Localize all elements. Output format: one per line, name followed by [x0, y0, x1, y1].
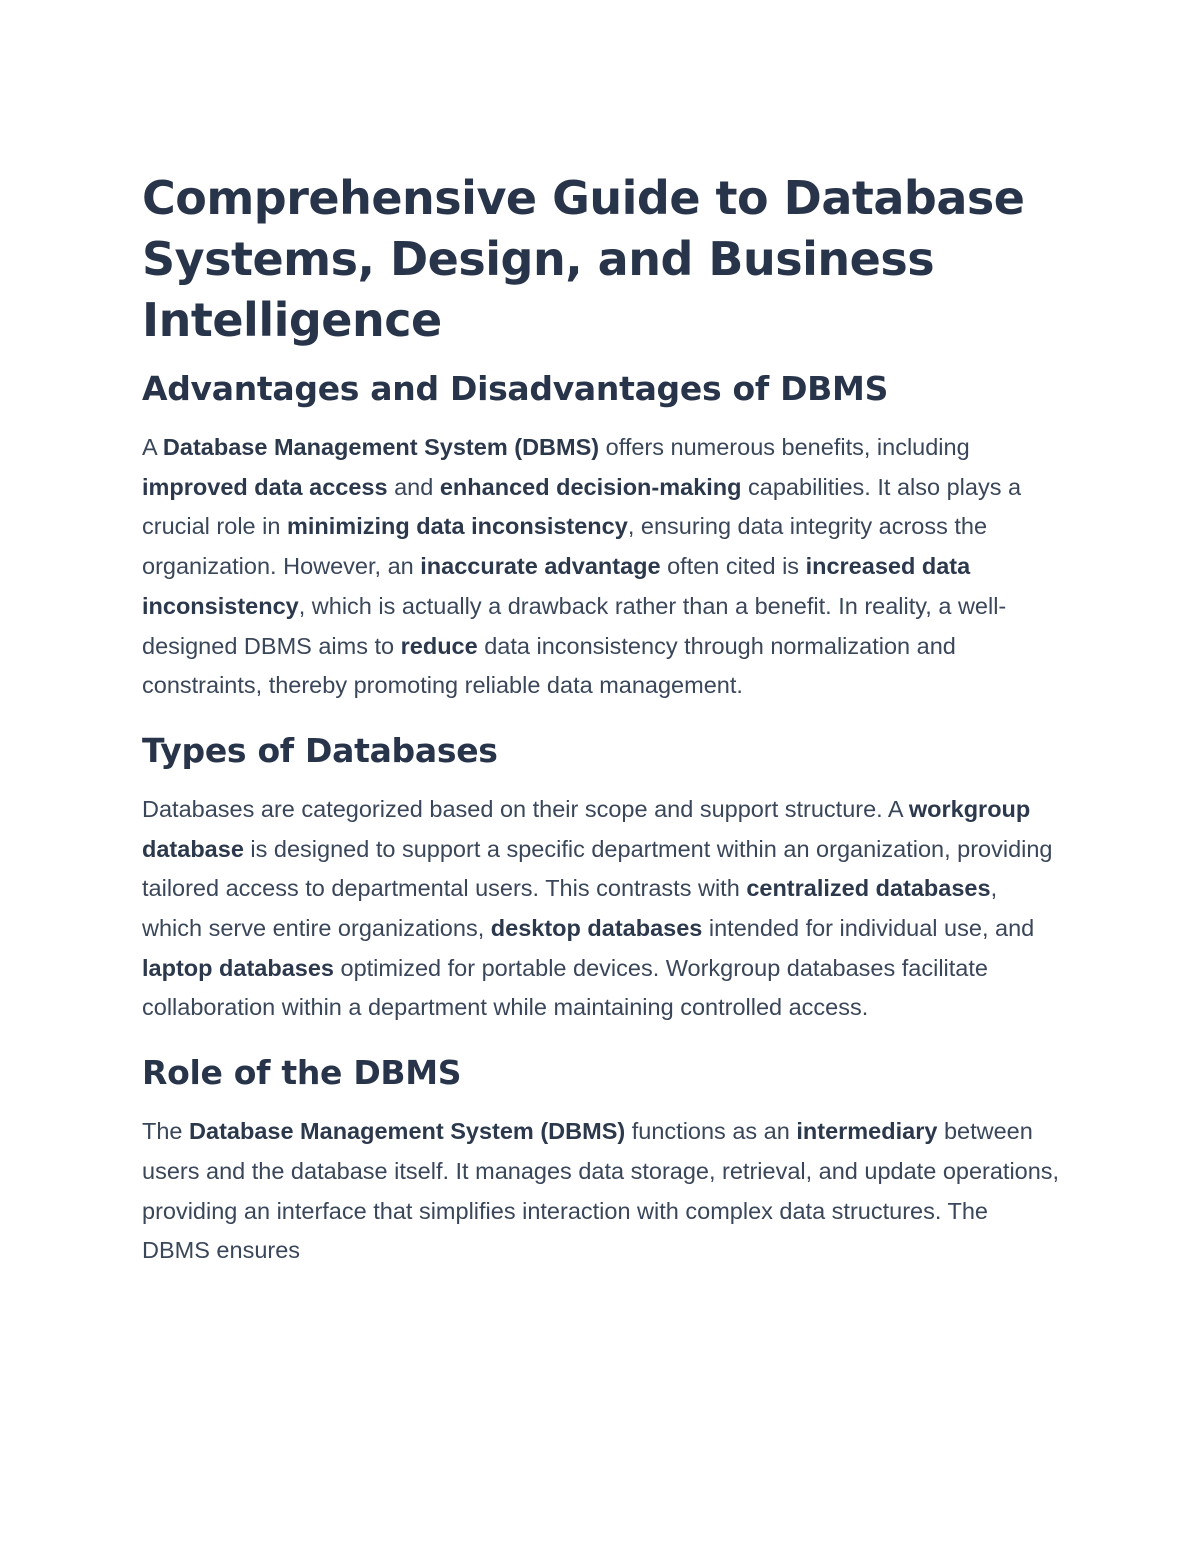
text-run: offers numerous benefits, including [599, 434, 970, 460]
document-title: Comprehensive Guide to Database Systems, Design, and Business Intelligence [142, 171, 1025, 347]
bold-term: increased data inconsistency [142, 553, 971, 619]
bold-term: inaccurate advantage [420, 553, 661, 580]
section-paragraph-role [142, 1112, 1062, 1271]
text-run: Databases are categorized based on their scope and support structure. A [142, 795, 909, 822]
text-run: often cited is [660, 553, 806, 580]
bold-term: centralized databases [746, 875, 991, 902]
text-run: intended for individual use, and [702, 915, 1035, 942]
text-run: , which is actually a drawback rather than a benefit. In reality, a well-designed DBMS aims to [142, 592, 1007, 659]
text-run: A [142, 434, 163, 460]
bold-term: Database Management System (DBMS) [162, 434, 600, 460]
text-run: data inconsistency through normalization and constraints, thereby promoting reliable data management. [142, 632, 956, 699]
section-paragraph-advantages [142, 428, 1062, 706]
section-heading-advantages: Advantages and Disadvantages of DBMS [142, 369, 889, 408]
text-run: and [387, 473, 440, 500]
bold-term: minimizing data inconsistency [286, 513, 628, 540]
bold-term: laptop databases [142, 954, 334, 981]
text-run: optimized for portable devices. Workgroup databases facilitate collaboration within a department while maintaining controlled access. [142, 954, 988, 1021]
bold-term: intermediary [796, 1118, 938, 1145]
text-run: between users and the database itself. It manages data storage, retrieval, and update operations, providing an interface that simplifies interaction with complex data structures. The DBMS ensures [142, 1118, 1060, 1264]
section-paragraph-types [142, 790, 1062, 1028]
text-run: , which serve entire organizations, [142, 875, 998, 942]
bold-term: reduce [400, 632, 478, 659]
text-run: The [142, 1118, 190, 1145]
text-run: functions as an [625, 1118, 797, 1145]
section-heading-role: Role of the DBMS [142, 1053, 462, 1093]
bold-term: desktop databases [490, 915, 703, 942]
bold-term: improved data access [142, 473, 388, 500]
bold-term: workgroup database [142, 795, 1031, 862]
text-run: , ensuring data integrity across the organization. However, an [142, 513, 988, 580]
text-run: is designed to support a specific department within an organization, providing tailored access to departmental users. This contrasts with [142, 835, 1053, 902]
section-heading-types: Types of Databases [142, 730, 498, 770]
document-page [142, 168, 1062, 1294]
bold-term: Database Management System (DBMS) [189, 1118, 626, 1145]
text-run: capabilities. It also plays a crucial role in [142, 473, 1022, 540]
bold-term: enhanced decision-making [439, 473, 742, 500]
